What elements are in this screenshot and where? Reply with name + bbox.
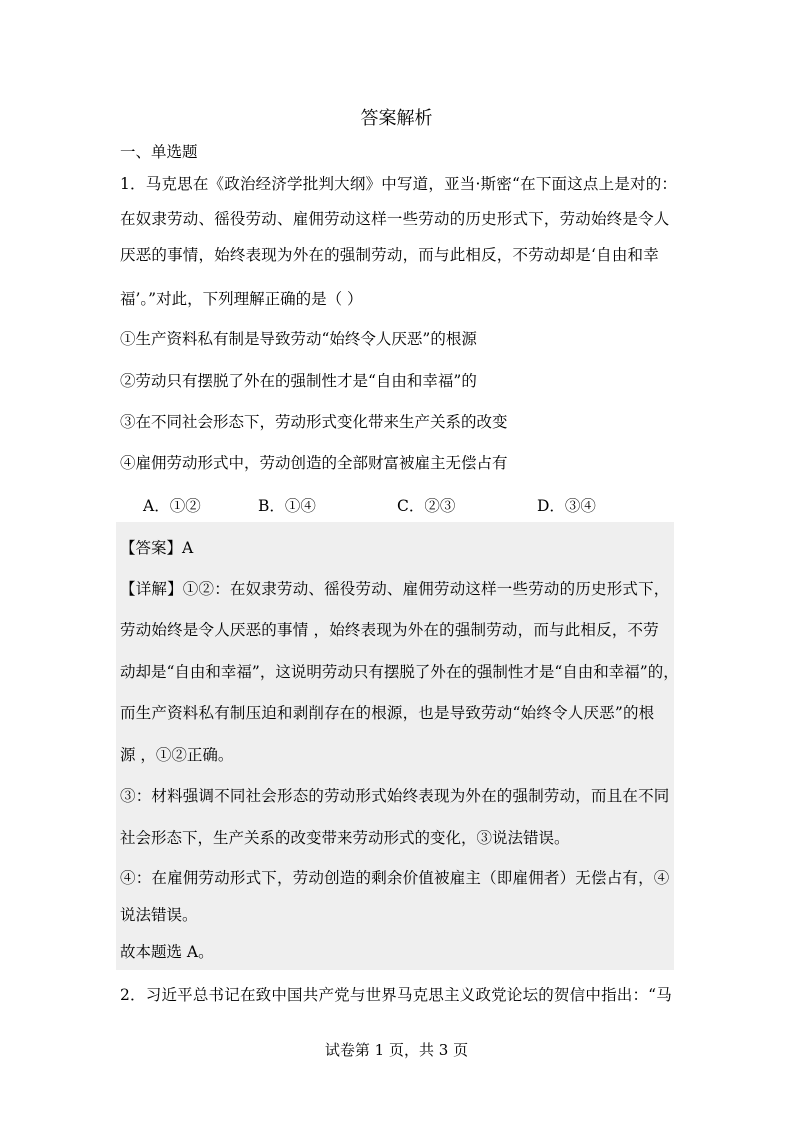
question-stem-line: 在奴隶劳动、徭役劳动、雇佣劳动这样一些劳动的历史形式下，劳动始终是令人 bbox=[120, 210, 670, 228]
explanation-line: 而生产资料私有制压迫和剥削存在的根源，也是导致劳动“始终令人厌恶”的根 bbox=[120, 704, 655, 722]
statement-2: ②劳动只有摆脱了外在的强制性才是“自由和幸福”的 bbox=[120, 372, 477, 390]
option-d: D．③④ bbox=[537, 497, 596, 515]
page-footer: 试卷第 1 页，共 3 页 bbox=[324, 1041, 469, 1059]
question-2-stem: 2．习近平总书记在致中国共产党与世界马克思主义政党论坛的贺信中指出：“马 bbox=[120, 986, 672, 1004]
explanation-line: ③：材料强调不同社会形态的劳动形式始终表现为外在的强制劳动，而且在不同 bbox=[120, 787, 670, 805]
statement-1: ①生产资料私有制是导致劳动“始终令人厌恶”的根源 bbox=[120, 330, 477, 348]
explanation-line: 【详解】①②：在奴隶劳动、徭役劳动、雇佣劳动这样一些劳动的历史形式下， bbox=[120, 580, 670, 598]
page-title: 答案解析 bbox=[360, 108, 433, 129]
section-heading: 一、单选题 bbox=[120, 143, 198, 161]
explanation-line: 说法错误。 bbox=[120, 906, 198, 924]
option-c: C．②③ bbox=[397, 497, 456, 515]
question-stem-line: 厌恶的事情，始终表现为外在的强制劳动，而与此相反，不劳动却是‘自由和幸 bbox=[120, 246, 659, 264]
statement-3: ③在不同社会形态下，劳动形式变化带来生产关系的改变 bbox=[120, 413, 508, 431]
option-b: B．①④ bbox=[258, 497, 316, 515]
explanation-line: 源 ，①②正确。 bbox=[120, 746, 234, 764]
explanation-line: 动却是“自由和幸福”，这说明劳动只有摆脱了外在的强制性才是“自由和幸福”的， bbox=[120, 663, 679, 681]
question-stem-line: 福’。”对此，下列理解正确的是（ ） bbox=[120, 290, 363, 308]
answer-line: 【答案】A bbox=[120, 539, 194, 557]
explanation-line: 社会形态下，生产关系的改变带来劳动形式的变化，③说法错误。 bbox=[120, 829, 570, 847]
conclusion-line: 故本题选 A。 bbox=[120, 943, 214, 961]
option-a: A．①② bbox=[143, 497, 201, 515]
statement-4: ④雇佣劳动形式中，劳动创造的全部财富被雇主无偿占有 bbox=[120, 454, 508, 472]
explanation-line: ④：在雇佣劳动形式下，劳动创造的剩余价值被雇主（即雇佣者）无偿占有，④ bbox=[120, 869, 670, 887]
explanation-line: 劳动始终是令人厌恶的事情 ，始终表现为外在的强制劳动，而与此相反，不劳 bbox=[120, 621, 659, 639]
question-stem-line: 1．马克思在《政治经济学批判大纲》中写道，亚当·斯密“在下面这点上是对的： bbox=[120, 175, 678, 193]
